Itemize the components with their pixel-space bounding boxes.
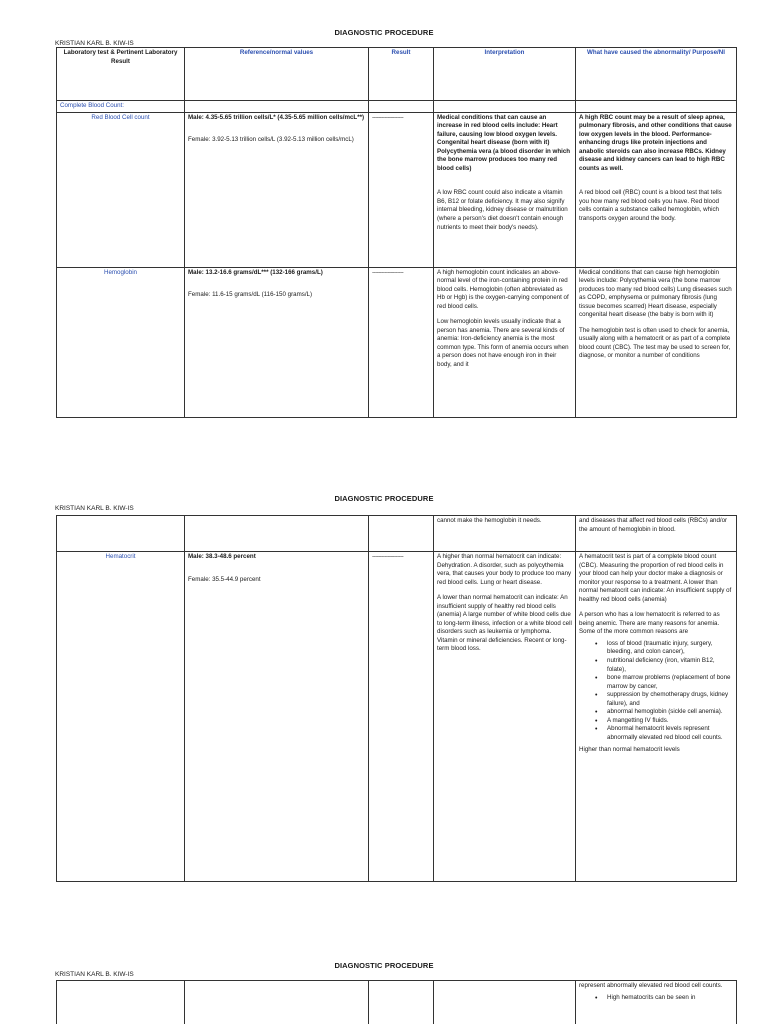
hct-reference: Male: 38.3-48.6 percent Female: 35.5-44.9 percent — [185, 552, 369, 882]
hct-interpretation: A higher than normal hematocrit can indicate: Dehydration. A disorder, such as polycythemia vera, that causes your body to produce too many red blood cells. Lung or heart disease. A lower than normal hematocrit can indicate: An insufficient supply of healthy red blood cells (anemia) A large number of white blood cells due to long-term illness, infection or a white blood cell disorders such as leukemia or lymphoma. Vitamin or mineral deficiencies. Recent or long-term blood loss. — [434, 552, 576, 882]
table-row-hct — [57, 552, 737, 882]
lab-table — [56, 47, 737, 418]
list-item: • bone marrow problems (replacement of bone marrow by cancer, — [579, 674, 733, 691]
rbc-interpretation: Medical conditions that can cause an increase in red blood cells include: Heart failure, causing low blood oxygen levels. Congenital heart disease (born with it) Polycythemia vera (a blood disorder in which the bone marrow produces too many red blood cells) A low RBC count could also indicate a vitamin B6, B12 or folate deficiency. It may also signify internal bleeding, kidney disease or malnutrition (where a person's diet doesn't contain enough nutrients to meet their body's needs). — [434, 112, 576, 267]
test-hemoglobin: Hemoglobin — [57, 267, 185, 417]
list-item: • abnormal hemoglobin (sickle cell anemia). — [579, 708, 733, 717]
list-item: • nutritional deficiency (iron, vitamin B12, folate), — [579, 657, 733, 674]
test-hematocrit: Hematocrit — [57, 552, 185, 882]
doc-title: DIAGNOSTIC PROCEDURE — [334, 961, 434, 970]
lab-table-continued — [56, 515, 737, 882]
doc-title: DIAGNOSTIC PROCEDURE — [334, 494, 434, 503]
hgb-purpose-cont: and diseases that affect red blood cells (RBCs) and/or the amount of hemoglobin in blood. — [576, 516, 737, 552]
header-reference: Reference/normal values — [185, 48, 369, 101]
page-3 — [0, 955, 768, 1024]
header-interpretation: Interpretation — [434, 48, 576, 101]
header-lab-test: Laboratory test & Pertinent Laboratory Result — [57, 48, 185, 101]
rbc-reference: Male: 4.35-5.65 trillion cells/L* (4.35-5.65 million cells/mcL**) Female: 3.92-5.13 trillion cells/L (3.92-5.13 million cells/mcL) — [185, 112, 369, 267]
table-header-row — [57, 48, 737, 101]
rbc-cause: A high RBC count may be a result of sleep apnea, pulmonary fibrosis, and other conditions that cause low oxygen levels in the blood. Performance-enhancing drugs like protein injections and anabolic steroids can also increase RBCs. Kidney disease and kidney cancers can lead to high RBC counts as well. A red blood cell (RBC) count is a blood test that tells you how many red blood cells you have. Red blood cells contain a substance called hemoglobin, which transports oxygen around the body. — [576, 112, 737, 267]
header-result: Result — [369, 48, 434, 101]
table-row — [57, 101, 737, 113]
list-item: • loss of blood (traumatic injury, surgery, bleeding, and colon cancer), — [579, 640, 733, 657]
hct-result: -------------------- — [369, 552, 434, 882]
page-1 — [0, 0, 768, 470]
author-name: KRISTIAN KARL B. KIW-IS — [55, 40, 134, 47]
rbc-result: -------------------- — [369, 112, 434, 267]
hgb-interpretation: A high hemoglobin count indicates an above-normal level of the iron-containing protein in red blood cells. Hemoglobin (often abbreviated as Hb or Hgb) is the oxygen-carrying component of red blood cells. Low hemoglobin levels usually indicate that a person has anemia. There are several kinds of anemia: Iron-deficiency anemia is the most common type. This form of anemia occurs when a person does not have enough iron in their body, and it — [434, 267, 576, 417]
hct-reasons-list — [579, 640, 733, 743]
table-row-rbc — [57, 112, 737, 267]
hgb-result: -------------------- — [369, 267, 434, 417]
section-cbc: Complete Blood Count: — [57, 101, 185, 113]
table-row — [57, 981, 737, 1024]
doc-title: DIAGNOSTIC PROCEDURE — [334, 28, 434, 37]
lab-table-continued — [56, 980, 737, 1024]
hct-purpose-cont: represent abnormally elevated red blood cell counts. • High hematocrits can be seen in — [576, 981, 737, 1024]
page-2 — [0, 486, 768, 956]
list-item: • Abnormal hematocrit levels represent abnormally elevated red blood cell counts. — [579, 725, 733, 742]
hct-purpose: A hematocrit test is part of a complete blood count (CBC). Measuring the proportion of red blood cells in your blood can help your doctor make a diagnosis or monitor your response to a treatment. A lower than normal hematocrit can indicate: An insufficient supply of healthy red blood cells (anemia) A person who has a low hematocrit is referred to as being anemic. There are many reasons for anemia. Some of the more common reasons are • loss of blood (traumatic injury, surgery, bleeding, and colon cancer), • nutritional deficiency (iron, vitamin B12, folate), • bone marrow problems (replacement of bone marrow by cancer, • suppression by chemotherapy drugs, kidney failure), and • abnormal hemoglobin (sickle cell anemia). • A mangetting IV fluids. • Abnormal hematocrit levels represent abnormally elevated red blood cell counts. Higher than normal hematocrit levels — [576, 552, 737, 882]
test-rbc: Red Blood Cell count — [57, 112, 185, 267]
header-cause: What have caused the abnormality/ Purpose/NI — [576, 48, 737, 101]
table-row-hgb — [57, 267, 737, 417]
hgb-reference: Male: 13.2-16.6 grams/dL*** (132-166 grams/L) Female: 11.6-15 grams/dL (116-150 grams/L) — [185, 267, 369, 417]
author-name: KRISTIAN KARL B. KIW-IS — [55, 971, 134, 978]
hgb-interpretation-cont: cannot make the hemoglobin it needs. — [434, 516, 576, 552]
list-item: • suppression by chemotherapy drugs, kidney failure), and — [579, 691, 733, 708]
list-item: • A mangetting IV fluids. — [579, 717, 733, 726]
author-name: KRISTIAN KARL B. KIW-IS — [55, 505, 134, 512]
hgb-cause: Medical conditions that can cause high hemoglobin levels include: Polycythemia vera (the bone marrow produces too many red blood cells) Lung diseases such as COPD, emphysema or pulmonary fibrosis (lung tissue becomes scarred) Heart disease, especially congenital heart disease (the baby is born with it) The hemoglobin test is often used to check for anemia, usually along with a hematocrit or as part of a complete blood count (CBC). The test may be used to screen for, diagnose, or monitor a number of conditions — [576, 267, 737, 417]
list-item: • High hematocrits can be seen in — [579, 994, 733, 1003]
table-row — [57, 516, 737, 552]
